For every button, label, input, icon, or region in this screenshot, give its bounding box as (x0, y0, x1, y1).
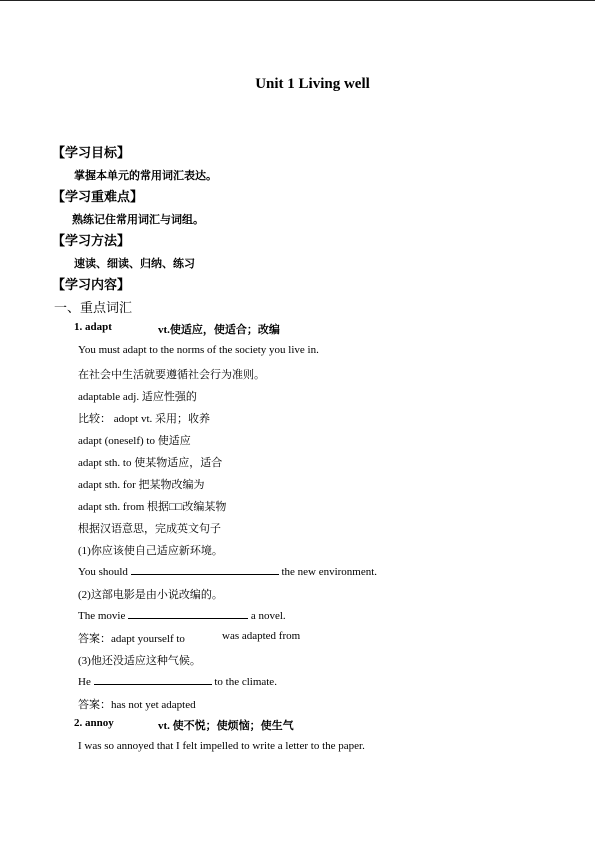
exercise-2 (78, 608, 286, 622)
top-rule (0, 0, 595, 1)
exercise-1-after: the new environment. (281, 566, 378, 578)
exercise-3-cn: (3)他还没适应这种气候。 (78, 655, 201, 667)
answer-blank[interactable] (128, 608, 248, 619)
word2-meaning: vt. 使不悦；使烦恼；使生气 (158, 720, 294, 732)
word1-meaning: vt.使适应，使适合；改编 (158, 324, 280, 336)
answer-3: 答案：has not yet adapted (78, 699, 196, 711)
word2-line: I was so annoyed that I felt impelled to write a letter to the paper. (78, 740, 365, 752)
answer-2: was adapted from (222, 630, 301, 642)
method-text: 速读、细读、归纳、练习 (74, 258, 195, 270)
exercise-3 (78, 674, 277, 688)
word1-line: adaptable adj. 适应性强的 (78, 391, 197, 403)
word1-line: adapt sth. from 根据□□改编某物 (78, 501, 227, 513)
word1-line: adapt (oneself) to 使适应 (78, 435, 191, 447)
key-text: 熟练记住常用词汇与词组。 (72, 214, 204, 226)
exercise-1-before: You should (78, 566, 128, 578)
answer-1: 答案：adapt yourself to (78, 633, 185, 645)
word1-line: 在社会中生活就要遵循社会行为准则。 (78, 369, 265, 381)
key-heading: 【学习重难点】 (52, 189, 144, 204)
word1-line: adapt sth. to 使某物适应，适合 (78, 457, 223, 469)
exercise-3-after: to the climate. (214, 676, 277, 688)
page-title: Unit 1 Living well (255, 76, 370, 92)
word1-line: You must adapt to the norms of the society you live in. (78, 344, 319, 356)
word1-line: 比较： adopt vt. 采用；收养 (78, 413, 210, 425)
exercise-2-cn: (2)这部电影是由小说改编的。 (78, 589, 223, 601)
answer-blank[interactable] (94, 674, 212, 685)
exercise-3-before: He (78, 676, 91, 688)
word1-line: adapt sth. for 把某物改编为 (78, 479, 205, 491)
exercise-2-after: a novel. (250, 610, 286, 622)
word1-line: 根据汉语意思，完成英文句子 (78, 523, 221, 535)
word1-term: 1. adapt (74, 321, 112, 333)
exercise-2-before: The movie (78, 610, 126, 622)
word2-term: 2. annoy (74, 717, 114, 729)
vocab-heading: 一、重点词汇 (54, 300, 133, 315)
exercise-1 (78, 564, 377, 578)
word1-line: (1)你应该使自己适应新环境。 (78, 545, 223, 557)
method-heading: 【学习方法】 (52, 233, 131, 248)
goal-heading: 【学习目标】 (52, 145, 131, 160)
answer-blank[interactable] (131, 564, 279, 575)
goal-text: 掌握本单元的常用词汇表达。 (74, 170, 217, 182)
content-heading: 【学习内容】 (52, 277, 131, 292)
